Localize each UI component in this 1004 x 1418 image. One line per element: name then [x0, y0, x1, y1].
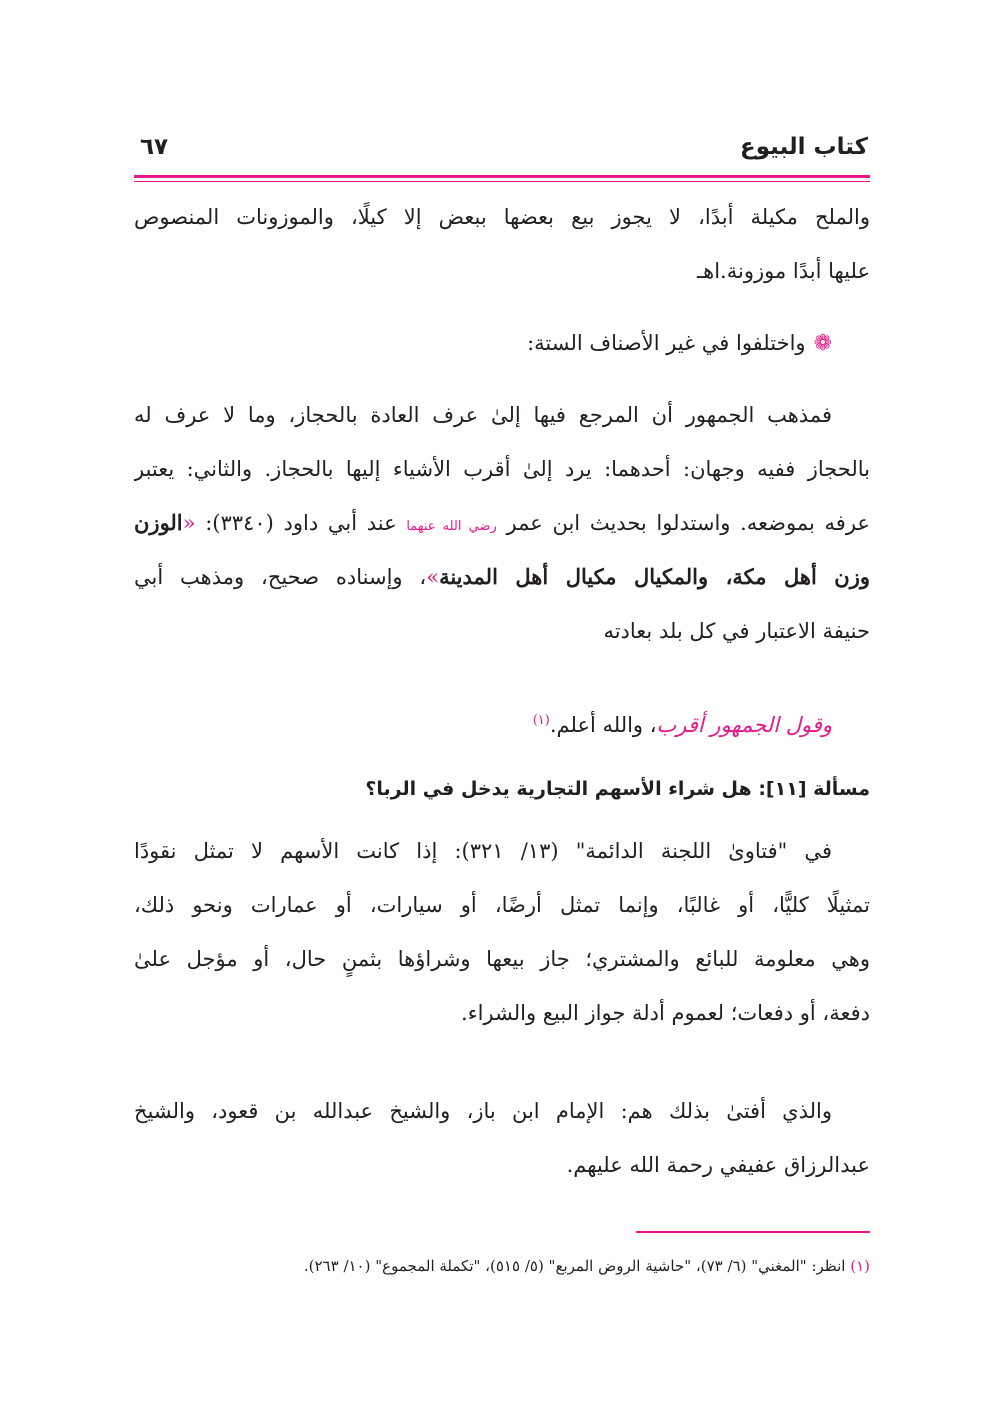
footnote-rule [636, 1231, 870, 1233]
text-line [134, 550, 870, 604]
text-segment: عرفه بموضعه. واستدلوا بحديث ابن عمر [506, 511, 870, 535]
quote-close: » [426, 565, 440, 589]
footnote-number: (١) [850, 1257, 870, 1275]
text-line: فمذهب الجمهور أن المرجع فيها إلىٰ عرف العادة بالحجاز، وما لا عرف له [134, 403, 832, 427]
hadith-text: وزن أهل مكة، والمكيال مكيال أهل المدينة [439, 564, 870, 589]
text-line: والملح مكيلة أبدًا، لا يجوز بيع بعضها ببعض إلا كيلًا، والموزونات المنصوص [134, 205, 870, 229]
question-title: هل شراء الأسهم التجارية يدخل في الربا؟ [365, 778, 752, 800]
text-line: بالحجاز ففيه وجهان: أحدهما: يرد إلىٰ أقرب الأشياء إليها بالحجاز. والثاني: يعتبر [134, 457, 870, 481]
text-line: والذي أفتىٰ بذلك هم: الإمام ابن باز، والشيخ عبدالله بن قعود، والشيخ [134, 1099, 832, 1123]
flower-ornament-icon: ❁ [813, 331, 832, 356]
text-line [134, 496, 870, 550]
text-line: تمثيلًا كليًّا، أو غالبًا، وإنما تمثل أرضًا، أو سيارات، أو عمارات ونحو ذلك، [134, 893, 870, 917]
header-rule-thick [134, 175, 870, 178]
text-line: وهي معلومة للبائع والمشتري؛ جاز بيعها وشراؤها بثمنٍ حال، أو مؤجل علىٰ [134, 947, 870, 971]
text-line: حنيفة الاعتبار في كل بلد بعادته [603, 619, 870, 643]
paragraph-continuation [134, 190, 870, 298]
text-segment: ، وإسناده صحيح، ومذهب أبي [134, 565, 427, 589]
question-label: مسألة [١١]: [758, 778, 870, 800]
honorific-mark: رضي الله عنهما [406, 519, 497, 534]
text-line: عليها أبدًا موزونة.اهـ [696, 259, 870, 283]
text-segment: عند أبي داود (٣٣٤٠): [205, 511, 397, 535]
header-rule-thin [134, 181, 870, 182]
paragraph-fatawa [134, 824, 870, 1040]
footnote-ref: (١) [532, 713, 550, 728]
page-number: ٦٧ [140, 134, 169, 160]
bullet-paragraph [134, 316, 870, 370]
conclusion-highlight: وقول الجمهور أقرب [656, 713, 832, 737]
hadith-text: الوزن [134, 510, 183, 535]
text-segment: ، والله أعلم. [549, 713, 657, 737]
question-heading [365, 778, 870, 800]
text-line: في "فتاوىٰ اللجنة الدائمة" (١٣/ ٣٢١): إذا كانت الأسهم لا تمثل نقودًا [134, 839, 832, 863]
text-line: عبدالرزاق عفيفي رحمة الله عليهم. [566, 1153, 870, 1177]
paragraph-muftis [134, 1084, 870, 1192]
text-line [134, 316, 870, 370]
paragraph-jumhur [134, 388, 870, 658]
text-line [134, 694, 870, 748]
text-line: دفعة، أو دفعات؛ لعموم أدلة جواز البيع والشراء. [461, 1001, 870, 1025]
conclusion-line [134, 694, 870, 748]
footnote [304, 1257, 870, 1275]
bullet-text: واختلفوا في غير الأصناف الستة: [527, 331, 806, 355]
footnote-text: انظر: "المغني" (٦/ ٧٣)، "حاشية الروض المربع" (٥/ ٥١٥)، "تكملة المجموع" (١٠/ ٢٦٣). [303, 1257, 846, 1275]
quote-open: « [182, 511, 196, 535]
chapter-title: كتاب البيوع [740, 134, 868, 160]
